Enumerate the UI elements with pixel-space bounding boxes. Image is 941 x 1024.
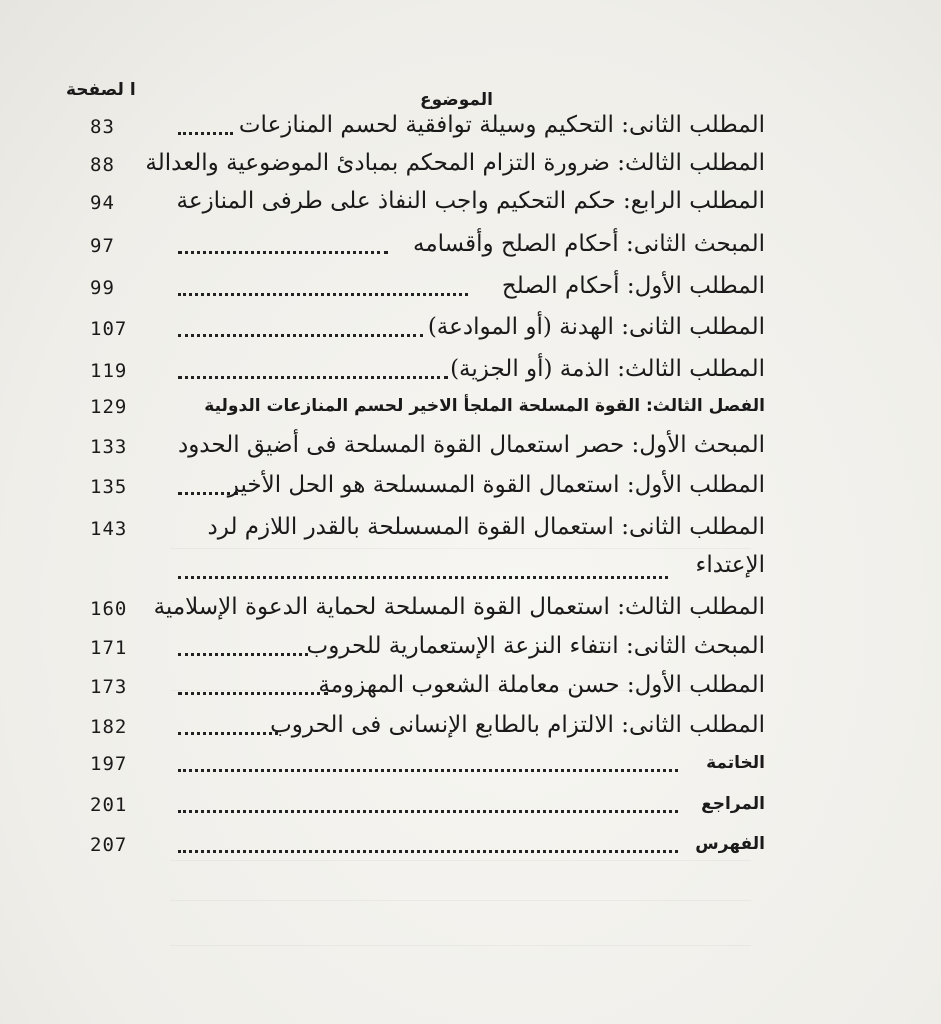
toc-page-number: 88 [90,154,115,176]
toc-entry-text: المطلب الثالث: ضرورة التزام المحكم بمبادئ الموضوعية والعدالة [145,150,765,176]
toc-entry[interactable] [0,269,941,309]
toc-entry[interactable] [0,310,941,350]
toc-entry[interactable] [0,510,941,550]
toc-entry[interactable] [0,668,941,708]
toc-page-number: 173 [90,676,128,698]
dot-leader [178,763,678,772]
toc-entry-text: المطلب الثانى: التحكيم وسيلة توافقية لحسم المنازعات [238,112,765,138]
toc-entry[interactable] [0,590,941,630]
toc-entry-text: المطلب الأول: استعمال القوة المسسلحة هو الحل الأخير [227,472,765,498]
dot-leader [178,726,278,735]
toc-entry[interactable] [0,786,941,826]
toc-entry[interactable] [0,184,941,224]
toc-entry[interactable] [0,468,941,508]
toc-page-number: 133 [90,436,128,458]
toc-entry-text: المبحث الثانى: أحكام الصلح وأقسامه [412,231,765,257]
toc-page-number: 207 [90,834,128,856]
toc-entry[interactable] [0,108,941,148]
dot-leader [178,287,468,296]
dot-leader [178,570,668,579]
toc-page-number: 119 [90,360,128,382]
dot-leader [178,126,233,135]
toc-entry-text: المطلب الثانى: استعمال القوة المسسلحة بالقدر اللازم لرد [207,514,765,540]
dot-leader [178,245,388,254]
toc-entry-text: المبحث الثانى: انتفاء النزعة الإستعمارية للحروب [306,633,765,659]
toc-page-number: 143 [90,518,128,540]
toc-entry-text: الخاتمة [706,753,765,773]
toc-page-number: 171 [90,637,128,659]
toc-entry-text: المطلب الثانى: الالتزام بالطابع الإنسانى فى الحروب [270,712,765,738]
toc-entry[interactable] [0,428,941,468]
toc-entry-text: الفهرس [695,834,765,854]
toc-entry-text: الفصل الثالث: القوة المسلحة الملجأ الاخير لحسم المنازعات الدولية [204,396,765,416]
toc-entry-text: المطلب الرابع: حكم التحكيم واجب النفاذ على طرفى المنازعة [176,188,765,214]
dot-leader [178,686,328,695]
toc-page-number: 94 [90,192,115,214]
toc-page-number: 97 [90,235,115,257]
toc-entry[interactable] [0,352,941,392]
page-column-header: ا لصفحة [66,80,136,100]
toc-page-number: 83 [90,116,115,138]
toc-entry[interactable] [0,708,941,748]
toc-entry[interactable] [0,146,941,186]
toc-page-number: 197 [90,753,128,775]
show-through-line [170,900,751,901]
toc-entry[interactable] [0,745,941,785]
toc-page-number: 160 [90,598,128,620]
dot-leader [178,647,308,656]
dot-leader [178,804,678,813]
toc-entry[interactable] [0,826,941,866]
toc-entry-text: المبحث الأول: حصر استعمال القوة المسلحة فى أضيق الحدود [177,432,765,458]
show-through-line [170,945,751,946]
toc-page-number: 135 [90,476,128,498]
topic-column-header: الموضوع [420,90,493,110]
toc-entry-text: المطلب الثالث: استعمال القوة المسلحة لحماية الدعوة الإسلامية [153,594,765,620]
dot-leader [178,328,423,337]
toc-entry-text: المطلب الأول: حسن معاملة الشعوب المهزومة [318,672,765,698]
toc-page-number: 107 [90,318,128,340]
toc-chapter-entry[interactable] [0,388,941,428]
toc-entry-text: المطلب الأول: أحكام الصلح [501,273,765,299]
toc-entry-text: المطلب الثالث: الذمة (أو الجزية) [450,356,765,382]
toc-page-number: 129 [90,396,128,418]
toc-page-number: 99 [90,277,115,299]
toc-page-number: 201 [90,794,128,816]
toc-entry[interactable] [0,227,941,267]
toc-entry-continuation-text: الإعتداء [695,552,765,578]
dot-leader [178,844,678,853]
toc-entry-continuation [0,552,941,592]
toc-page-number: 182 [90,716,128,738]
toc-entry-text: المراجع [701,794,765,814]
toc-entry[interactable] [0,629,941,669]
dot-leader [178,370,448,379]
toc-entry-text: المطلب الثانى: الهدنة (أو الموادعة) [427,314,765,340]
